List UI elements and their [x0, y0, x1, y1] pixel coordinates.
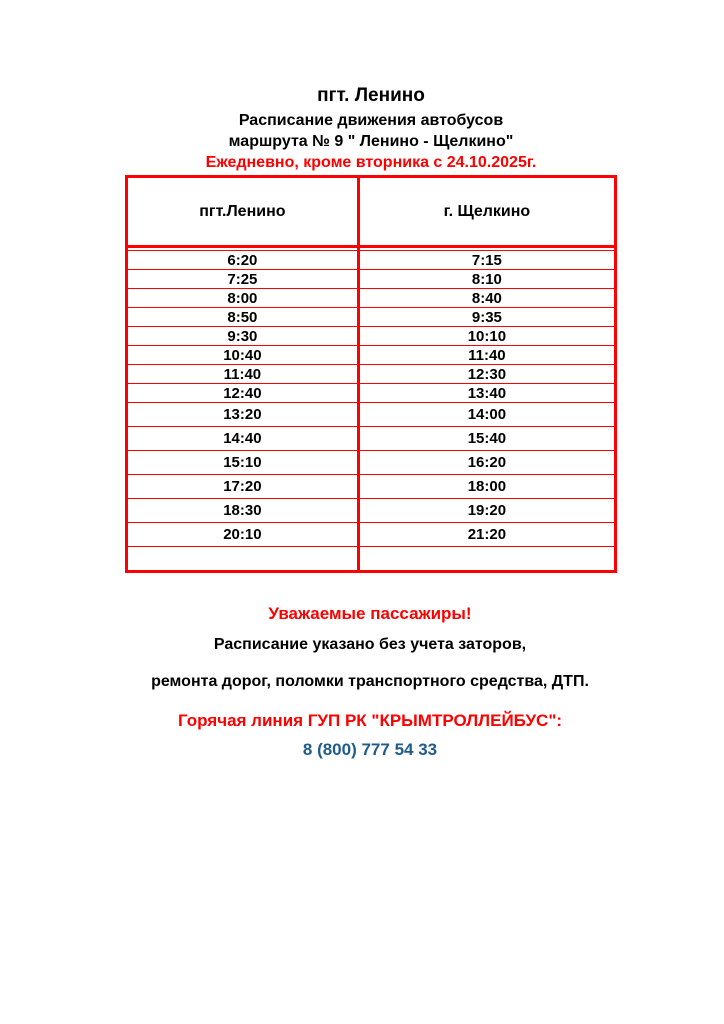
arrival-time: 13:40: [358, 384, 615, 403]
route-subtitle: маршрута № 9 " Ленино - Щелкино": [228, 133, 514, 150]
departure-time: 17:20: [127, 475, 359, 499]
validity-note: Ежедневно, кроме вторника с 24.10.2025г.: [205, 154, 537, 171]
departure-time: 14:40: [127, 427, 359, 451]
table-row: [127, 270, 616, 289]
arrival-time: [358, 547, 615, 572]
departure-time: 6:20: [127, 251, 359, 270]
arrival-time: 12:30: [358, 365, 615, 384]
notice-line: Расписание указано без учета заторов,: [213, 636, 527, 653]
schedule-subtitle: Расписание движения автобусов: [238, 112, 504, 129]
table-row: [127, 308, 616, 327]
document-header: [125, 84, 617, 173]
departure-time: 18:30: [127, 499, 359, 523]
departure-time: 8:50: [127, 308, 359, 327]
arrival-time: 8:40: [358, 289, 615, 308]
departure-time: 10:40: [127, 346, 359, 365]
arrival-time: 18:00: [358, 475, 615, 499]
table-row: [127, 427, 616, 451]
table-row: [127, 289, 616, 308]
departure-time: 13:20: [127, 403, 359, 427]
table-row: [127, 523, 616, 547]
table-row: [127, 403, 616, 427]
table-row: [127, 327, 616, 346]
arrival-time: 16:20: [358, 451, 615, 475]
departure-time: 11:40: [127, 365, 359, 384]
departure-time: 12:40: [127, 384, 359, 403]
table-row-empty: [127, 547, 616, 572]
table-row: [127, 251, 616, 270]
column-header-lenino: пгт.Ленино: [127, 177, 359, 247]
departure-time: 15:10: [127, 451, 359, 475]
notice-line: ремонта дорог, поломки транспортного средства, ДТП.: [151, 673, 589, 690]
table-row: [127, 475, 616, 499]
table-row: [127, 384, 616, 403]
arrival-time: 19:20: [358, 499, 615, 523]
arrival-time: 14:00: [358, 403, 615, 427]
column-header-shchelkino: г. Щелкино: [358, 177, 615, 247]
document-footer: [8, 603, 724, 761]
departure-time: [127, 547, 359, 572]
table-header-row: [127, 177, 616, 247]
arrival-time: 11:40: [358, 346, 615, 365]
arrival-time: 21:20: [358, 523, 615, 547]
table-row: [127, 451, 616, 475]
departure-time: 9:30: [127, 327, 359, 346]
table-row: [127, 365, 616, 384]
table-row: [127, 346, 616, 365]
departure-time: 20:10: [127, 523, 359, 547]
arrival-time: 9:35: [358, 308, 615, 327]
departure-time: 8:00: [127, 289, 359, 308]
hotline-label: Горячая линия ГУП РК "КРЫМТРОЛЛЕЙБУС":: [177, 711, 563, 730]
departure-time: 7:25: [127, 270, 359, 289]
arrival-time: 7:15: [358, 251, 615, 270]
passengers-notice-title: Уважаемые пассажиры!: [268, 604, 472, 623]
schedule-table: [125, 175, 617, 573]
arrival-time: 8:10: [358, 270, 615, 289]
arrival-time: 15:40: [358, 427, 615, 451]
arrival-time: 10:10: [358, 327, 615, 346]
hotline-phone-number: 8 (800) 777 54 33: [302, 740, 438, 759]
page-title: пгт. Ленино: [317, 85, 425, 106]
table-row: [127, 499, 616, 523]
